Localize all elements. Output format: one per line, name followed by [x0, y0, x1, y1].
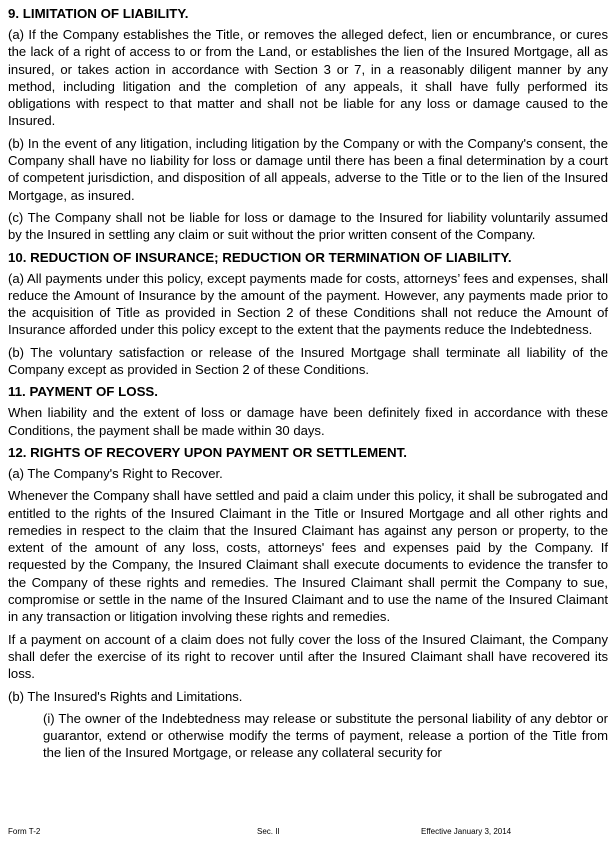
footer-effective-date: Effective January 3, 2014	[421, 827, 512, 836]
section-12-p2: If a payment on account of a claim does not fully cover the loss of the Insured Claimant, the Company shall defer the exercise of its right to recover until after the Insured Claimant shall have recovered its loss.	[8, 631, 608, 682]
footer-section: Sec. II	[257, 827, 280, 836]
section-10-b: (b) The voluntary satisfaction or release of the Insured Mortgage shall terminate all liability of the Company except as provided in Section 2 of these Conditions.	[8, 344, 608, 378]
section-9-c: (c) The Company shall not be liable for loss or damage to the Insured for liability voluntarily assumed by the Insured in settling any claim or suit without the prior written consent of the Company.	[8, 209, 608, 243]
page-footer	[8, 826, 608, 840]
section-12	[8, 444, 608, 762]
section-10-heading: 10. REDUCTION OF INSURANCE; REDUCTION OR TERMINATION OF LIABILITY.	[8, 249, 512, 265]
footer-form: Form T-2	[8, 827, 41, 836]
section-11	[8, 383, 608, 439]
section-9	[8, 5, 608, 244]
section-9-heading: 9. LIMITATION OF LIABILITY.	[8, 6, 189, 21]
section-10-a: (a) All payments under this policy, except payments made for costs, attorneys’ fees and expenses, shall reduce the Amount of Insurance by the amount of the payment. However, any payments made prior to the acquisition of Title as provided in Section 2 of these Conditions shall not reduce the Amount of Insurance afforded under this policy except to the extent that the payments reduce the Indebtedness.	[8, 270, 608, 338]
section-12-p1: Whenever the Company shall have settled and paid a claim under this policy, it shall be subrogated and entitled to the rights of the Insured Claimant in the Title or Insured Mortgage and all other rights and remedies in respect to the claim that the Insured Claimant has against any person or property, to the extent of the amount of any loss, costs, attorneys' fees and expenses paid by the Company. If requested by the Company, the Insured Claimant shall execute documents to evidence the transfer to the Company of these rights and remedies. The Insured Claimant shall permit the Company to sue, compromise or settle in the name of the Insured Claimant and to use the name of the Insured Claimant in any transaction or litigation involving these rights and remedies.	[8, 488, 608, 625]
section-9-a: (a) If the Company establishes the Title, or removes the alleged defect, lien or encumbrance, or cures the lack of a right of access to or from the Land, or establishes the lien of the Insured Mortgage, all as insured, or takes action in accordance with Section 3 or 7, in a reasonably diligent manner by any method, including litigation and the completion of any appeals, it shall have fully performed its obligations with respect to that matter and shall not be liable for any loss or damage caused to the Insured.	[8, 27, 608, 129]
section-11-heading: 11. PAYMENT OF LOSS.	[8, 384, 158, 400]
document-page	[8, 5, 608, 767]
section-9-b: (b) In the event of any litigation, including litigation by the Company or with the Company's consent, the Company shall have no liability for loss or damage until there has been a final determination by a court of competent jurisdiction, and disposition of all appeals, adverse to the Title or to the lien of the Insured Mortgage, as insured.	[8, 135, 608, 203]
section-10	[8, 249, 608, 379]
section-12-b-title: (b) The Insured's Rights and Limitations.	[8, 688, 243, 704]
section-12-a-title: (a) The Company's Right to Recover.	[8, 465, 223, 481]
section-12-b-i: (i) The owner of the Indebtedness may release or substitute the personal liability of any debtor or guarantor, extend or otherwise modify the terms of payment, release a portion of the Title from the lien of the Insured Mortgage, or release any collateral security for	[43, 710, 608, 761]
section-12-heading: 12. RIGHTS OF RECOVERY UPON PAYMENT OR SETTLEMENT.	[8, 444, 407, 460]
section-11-body: When liability and the extent of loss or damage have been definitely fixed in accordance with these Conditions, the payment shall be made within 30 days.	[8, 405, 608, 438]
